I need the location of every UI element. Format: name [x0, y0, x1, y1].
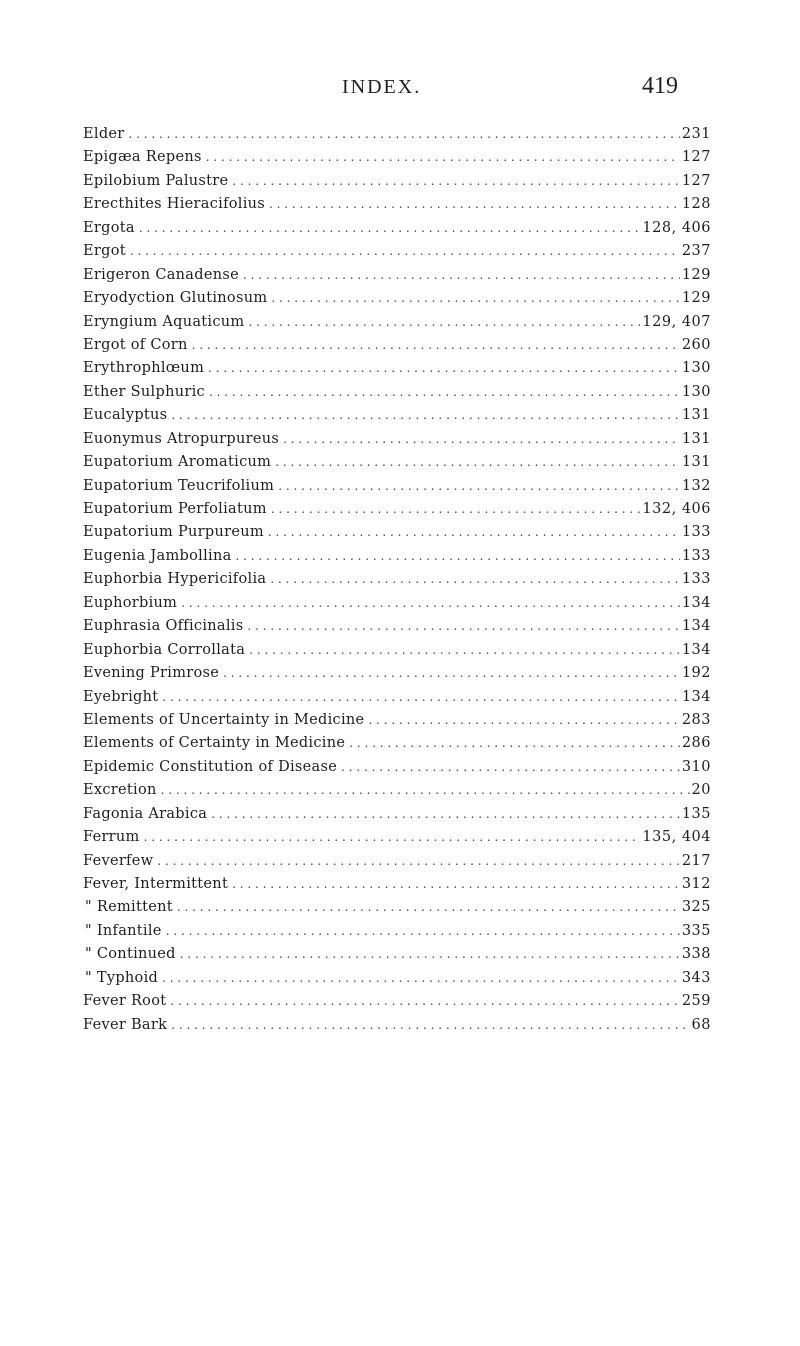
index-term: Epilobium Palustre — [83, 170, 232, 193]
index-entry — [83, 381, 711, 404]
index-term: Feverfew — [83, 850, 157, 873]
index-page-ref: 130 — [680, 357, 711, 380]
index-page-ref: 131 — [680, 404, 711, 427]
index-page-ref: 128 — [680, 193, 711, 216]
dot-leader — [139, 217, 641, 240]
page-header — [0, 73, 800, 110]
dot-leader — [181, 592, 680, 615]
index-page-ref: 128, 406 — [640, 217, 711, 240]
index-page-ref: 132, 406 — [640, 498, 711, 521]
index-page-ref: 231 — [680, 123, 711, 146]
index-entry — [83, 990, 711, 1013]
index-term: Fever Bark — [83, 1014, 171, 1037]
index-page-ref: 259 — [680, 990, 711, 1013]
index-term: Elder — [83, 123, 129, 146]
index-term: Euphrasia Officinalis — [83, 615, 247, 638]
index-entry — [83, 217, 711, 240]
index-term: " Typhoid — [83, 967, 162, 990]
index-page-ref: 312 — [680, 873, 711, 896]
dot-leader — [209, 381, 680, 404]
index-term: " Infantile — [83, 920, 166, 943]
index-entry — [83, 709, 711, 732]
index-page-ref: 129 — [680, 264, 711, 287]
index-page-ref: 335 — [680, 920, 711, 943]
dot-leader — [223, 662, 680, 685]
index-term: Eupatorium Purpureum — [83, 521, 268, 544]
index-page-ref: 134 — [680, 615, 711, 638]
index-entry — [83, 568, 711, 591]
index-term: Euonymus Atropurpureus — [83, 428, 283, 451]
dot-leader — [243, 264, 680, 287]
index-page-ref: 129, 407 — [640, 311, 711, 334]
index-page-ref: 286 — [680, 732, 711, 755]
index-page-ref: 129 — [680, 287, 711, 310]
index-page-ref: 192 — [680, 662, 711, 685]
index-term: Fever Root — [83, 990, 170, 1013]
index-page-ref: 127 — [680, 146, 711, 169]
dot-leader — [368, 709, 679, 732]
index-term: Evening Primrose — [83, 662, 223, 685]
dot-leader — [341, 756, 680, 779]
index-entry — [83, 615, 711, 638]
dot-leader — [270, 568, 679, 591]
dot-leader — [206, 146, 680, 169]
dot-leader — [211, 803, 680, 826]
index-entry — [83, 896, 711, 919]
index-entry — [83, 334, 711, 357]
dot-leader — [278, 475, 680, 498]
index-entry — [83, 545, 711, 568]
page-title: INDEX. — [342, 76, 422, 98]
dot-leader — [130, 240, 680, 263]
dot-leader — [232, 170, 679, 193]
index-page-ref: 134 — [680, 592, 711, 615]
dot-leader — [236, 545, 680, 568]
dot-leader — [144, 826, 641, 849]
index-term: Ergot of Corn — [83, 334, 192, 357]
index-page-ref: 130 — [680, 381, 711, 404]
index-entry — [83, 123, 711, 146]
index-page-ref: 343 — [680, 967, 711, 990]
index-page-ref: 217 — [680, 850, 711, 873]
dot-leader — [271, 498, 641, 521]
index-entry — [83, 732, 711, 755]
index-term: Euphorbia Hypericifolia — [83, 568, 270, 591]
index-entry — [83, 779, 711, 802]
index-page-ref: 283 — [680, 709, 711, 732]
dot-leader — [157, 850, 680, 873]
index-page-ref: 134 — [680, 686, 711, 709]
index-term: Eupatorium Perfoliatum — [83, 498, 271, 521]
index-entry — [83, 592, 711, 615]
index-term: Erythrophlœum — [83, 357, 208, 380]
index-list — [83, 123, 711, 1037]
dot-leader — [162, 967, 680, 990]
dot-leader — [170, 990, 679, 1013]
dot-leader — [271, 287, 679, 310]
dot-leader — [232, 873, 680, 896]
index-term: Epigæa Repens — [83, 146, 206, 169]
dot-leader — [180, 943, 680, 966]
index-entry — [83, 803, 711, 826]
index-page-ref: 131 — [680, 428, 711, 451]
dot-leader — [171, 1014, 689, 1037]
index-page-ref: 133 — [680, 545, 711, 568]
dot-leader — [161, 779, 690, 802]
index-term: Eryodyction Glutinosum — [83, 287, 271, 310]
index-entry — [83, 873, 711, 896]
index-term: Ether Sulphuric — [83, 381, 209, 404]
index-page-ref: 133 — [680, 568, 711, 591]
index-entry — [83, 240, 711, 263]
dot-leader — [162, 686, 679, 709]
index-entry — [83, 850, 711, 873]
index-term: " Remittent — [83, 896, 177, 919]
index-entry — [83, 1014, 711, 1037]
index-entry — [83, 475, 711, 498]
dot-leader — [248, 311, 640, 334]
index-page-ref: 68 — [690, 1014, 711, 1037]
index-entry — [83, 920, 711, 943]
index-entry — [83, 498, 711, 521]
dot-leader — [208, 357, 680, 380]
dot-leader — [283, 428, 680, 451]
index-page-ref: 134 — [680, 639, 711, 662]
index-page-ref: 237 — [680, 240, 711, 263]
index-page-ref: 325 — [680, 896, 711, 919]
index-term: Eryngium Aquaticum — [83, 311, 248, 334]
index-term: Ferrum — [83, 826, 144, 849]
index-page-ref: 127 — [680, 170, 711, 193]
index-term: Erecthites Hieracifolius — [83, 193, 269, 216]
index-term: Excretion — [83, 779, 161, 802]
index-entry — [83, 521, 711, 544]
dot-leader — [275, 451, 680, 474]
index-term: Ergota — [83, 217, 139, 240]
index-term: Eupatorium Aromaticum — [83, 451, 275, 474]
index-entry — [83, 826, 711, 849]
index-term: Fever, Intermittent — [83, 873, 232, 896]
index-term: " Continued — [83, 943, 180, 966]
index-term: Eucalyptus — [83, 404, 171, 427]
index-page-ref: 338 — [680, 943, 711, 966]
index-term: Erigeron Canadense — [83, 264, 243, 287]
index-entry — [83, 357, 711, 380]
index-entry — [83, 639, 711, 662]
dot-leader — [129, 123, 680, 146]
index-entry — [83, 287, 711, 310]
index-page-ref: 131 — [680, 451, 711, 474]
dot-leader — [171, 404, 679, 427]
index-term: Fagonia Arabica — [83, 803, 211, 826]
index-page-ref: 133 — [680, 521, 711, 544]
index-term: Epidemic Constitution of Disease — [83, 756, 341, 779]
index-entry — [83, 967, 711, 990]
index-page-ref: 132 — [680, 475, 711, 498]
index-entry — [83, 170, 711, 193]
index-entry — [83, 756, 711, 779]
index-entry — [83, 404, 711, 427]
dot-leader — [249, 639, 680, 662]
index-term: Elements of Certainty in Medicine — [83, 732, 349, 755]
index-entry — [83, 943, 711, 966]
index-term: Eugenia Jambollina — [83, 545, 236, 568]
dot-leader — [269, 193, 680, 216]
dot-leader — [177, 896, 680, 919]
index-term: Eupatorium Teucrifolium — [83, 475, 278, 498]
index-entry — [83, 146, 711, 169]
dot-leader — [192, 334, 680, 357]
index-page-ref: 135 — [680, 803, 711, 826]
page-number: 419 — [642, 73, 678, 99]
dot-leader — [166, 920, 680, 943]
index-entry — [83, 662, 711, 685]
index-entry — [83, 311, 711, 334]
index-entry — [83, 686, 711, 709]
dot-leader — [247, 615, 679, 638]
dot-leader — [268, 521, 680, 544]
index-term: Euphorbia Corrollata — [83, 639, 249, 662]
index-term: Euphorbium — [83, 592, 181, 615]
index-term: Eyebright — [83, 686, 162, 709]
index-page-ref: 260 — [680, 334, 711, 357]
index-term: Elements of Uncertainty in Medicine — [83, 709, 368, 732]
index-entry — [83, 451, 711, 474]
index-entry — [83, 428, 711, 451]
index-page-ref: 310 — [680, 756, 711, 779]
index-page-ref: 20 — [690, 779, 711, 802]
index-page-ref: 135, 404 — [640, 826, 711, 849]
dot-leader — [349, 732, 680, 755]
index-entry — [83, 193, 711, 216]
index-entry — [83, 264, 711, 287]
index-term: Ergot — [83, 240, 130, 263]
